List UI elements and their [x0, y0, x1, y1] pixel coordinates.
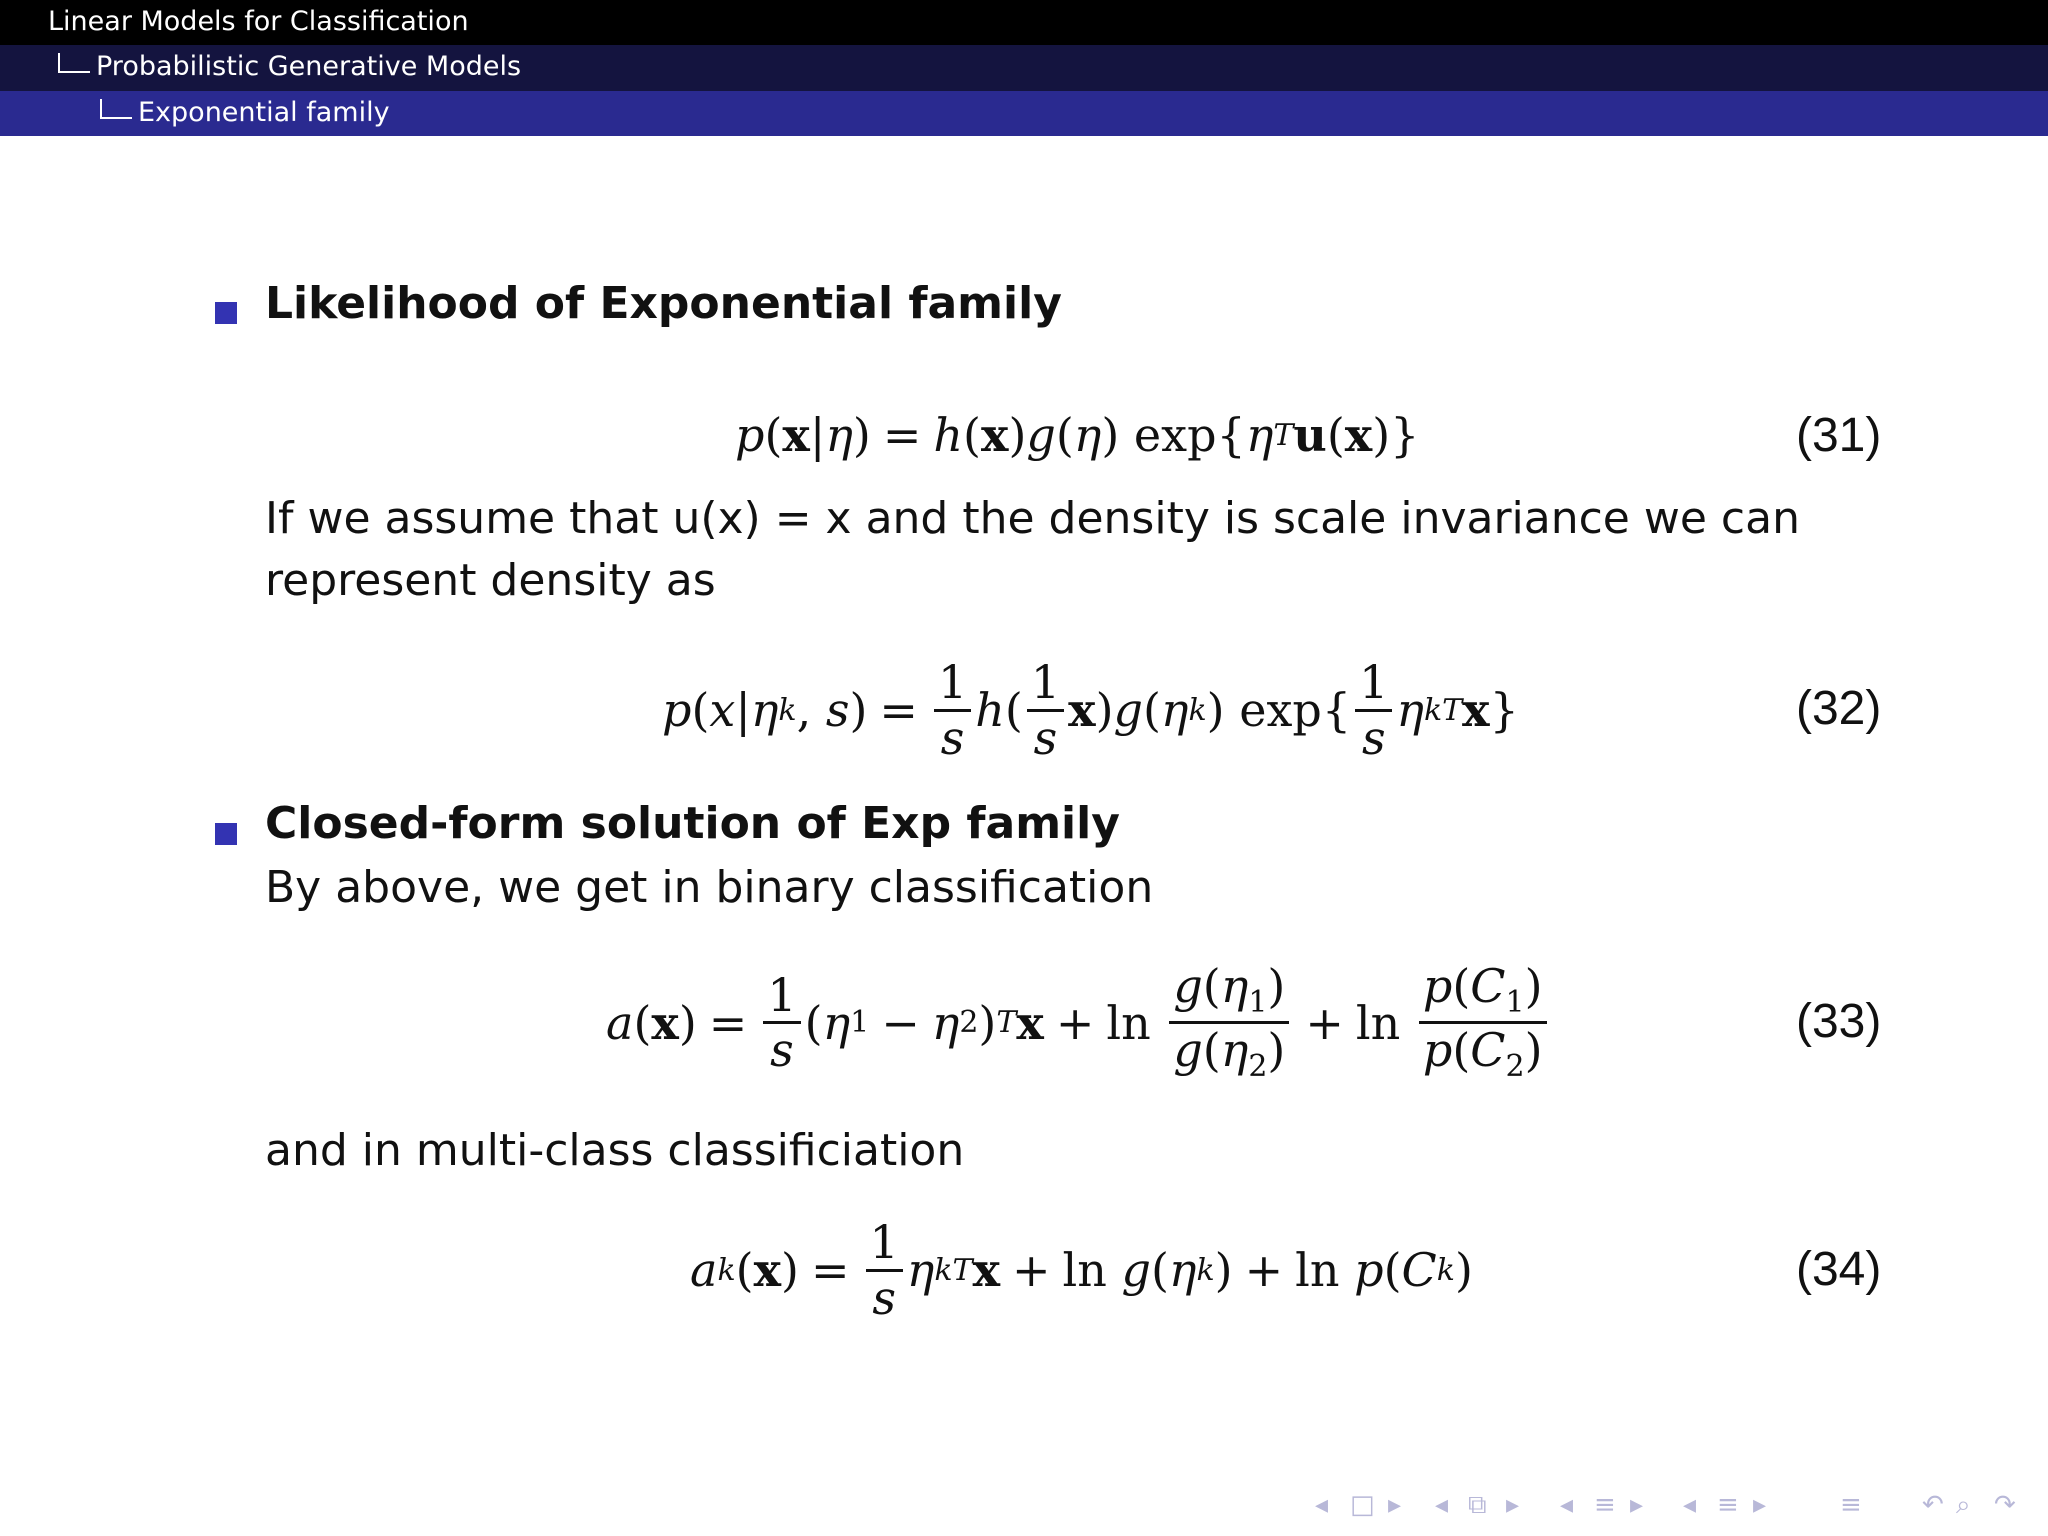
header-subsection-title[interactable]: Probabilistic Generative Models [96, 51, 522, 82]
equation-33 [0, 960, 2048, 1085]
bullet-square-icon [215, 823, 237, 845]
nav-forward-icon[interactable]: ↷ [1994, 1490, 2016, 1520]
nav-section-icon[interactable]: ⧉ [1468, 1490, 1487, 1520]
paragraph-line: represent density as [265, 555, 716, 606]
equation-body: p ( x | η ) = h ( x ) g ( η ) exp{ η T u ( x )} [735, 408, 1420, 462]
nav-subsection-icon[interactable]: ≡ [1594, 1490, 1616, 1520]
nav-prev-page-icon[interactable]: ◂ [1683, 1490, 1697, 1520]
nav-back-icon[interactable]: ↶ [1922, 1490, 1944, 1520]
nav-prev-frame-icon[interactable]: ◂ [1315, 1490, 1329, 1520]
nav-next-frame-icon[interactable]: ▸ [1388, 1490, 1402, 1520]
tree-elbow-icon [58, 53, 90, 73]
bullet-square-icon [215, 302, 237, 324]
nav-next-subsection-icon[interactable]: ▸ [1630, 1490, 1644, 1520]
header-subsubsection-bar [0, 91, 2048, 136]
equation-body: a k ( x ) = $\frac{1}{s}$ η k T x + ln g ( η k ) + ln p ( C k ) [690, 1215, 1473, 1325]
equation-body: p ( x | η k , s ) = $\frac{1}{s}$ h ( $\frac{1}{s}$ x ) g ( η k ) exp{ $\frac{1}{s}$ η k T x } [662, 655, 1519, 765]
tree-elbow-icon [100, 99, 132, 119]
nav-next-page-icon[interactable]: ▸ [1753, 1490, 1767, 1520]
nav-page-icon[interactable]: ≡ [1717, 1490, 1739, 1520]
nav-next-section-icon[interactable]: ▸ [1506, 1490, 1520, 1520]
nav-prev-section-icon[interactable]: ◂ [1435, 1490, 1449, 1520]
equation-number: (31) [1796, 409, 1882, 462]
bullet-heading: Likelihood of Exponential family [265, 278, 1062, 329]
equation-number: (34) [1796, 1243, 1882, 1296]
equation-number: (33) [1796, 995, 1882, 1048]
equation-32 [0, 650, 2048, 770]
equation-31 [0, 400, 2048, 470]
equation-34 [0, 1210, 2048, 1330]
bullet-heading: Closed-form solution of Exp family [265, 798, 1120, 849]
paragraph-line: If we assume that u(x) = x and the density is scale invariance we can [265, 493, 1800, 544]
nav-prev-subsection-icon[interactable]: ◂ [1560, 1490, 1574, 1520]
nav-outline-icon[interactable]: ≡ [1840, 1490, 1862, 1520]
paragraph-line: and in multi-class classificiation [265, 1125, 965, 1176]
nav-frame-icon[interactable]: □ [1350, 1490, 1375, 1520]
header-section-bar [0, 0, 2048, 45]
header-section-title[interactable]: Linear Models for Classification [48, 6, 469, 37]
header-subsubsection-title[interactable]: Exponential family [138, 97, 390, 128]
equation-body: a ( x ) = $\frac{1}{s}$ ( η 1 − η 2 ) T x + ln $\frac{g(\eta_1)}{g(\eta_2)}$ + ln $\frac{p(C_1)}{p(C_2)}$ [606, 960, 1551, 1085]
equation-number: (32) [1796, 682, 1882, 735]
paragraph-line: By above, we get in binary classification [265, 862, 1154, 913]
header-subsection-bar [0, 45, 2048, 91]
nav-search-icon[interactable]: ⌕ [1956, 1490, 1971, 1520]
